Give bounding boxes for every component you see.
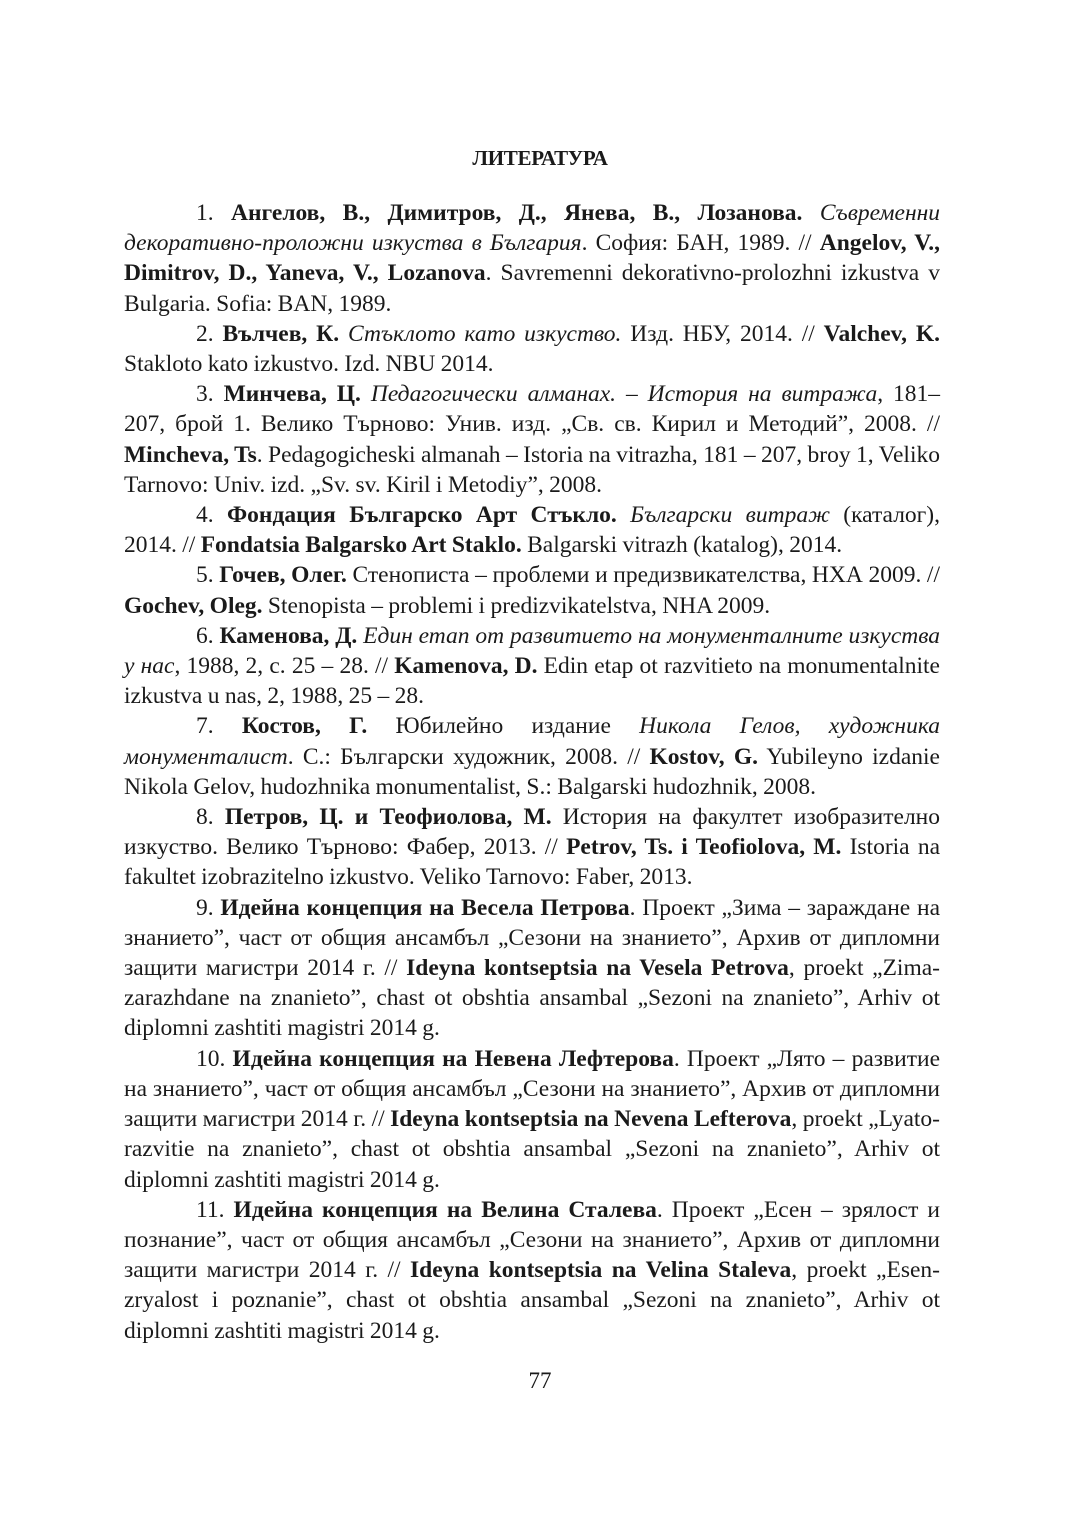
reference-title: Стъклото като изкуство. (347, 320, 622, 347)
reference-author-latin: Gochev, Oleg. (124, 592, 263, 619)
reference-item-2: 2. Вълчев, К. Стъклото като изкуство. Изд. НБУ, 2014. // Valchev, K. Stakloto kato izkustvo. Izd. NBU 2014. (124, 320, 941, 378)
reference-item-4: 4. Фондация Българско Арт Стъкло. Български витраж (каталог), 2014. // Fondatsia Balgarsko Art Staklo. Balgarski vitrazh (katalog), 2014. (124, 502, 941, 559)
reference-author: Петров, Ц. и Теофиолова, М. (224, 804, 552, 831)
reference-author-latin: Ideyna kontseptsia na Vesela Petrova (406, 955, 789, 982)
reference-item-7: 7. Костов, Г. Юбилейно издание Никола Гелов, художника монументалист. С.: Български художник, 2008. // Kostov, G. Yubileyno izdanie Nikola Gelov, hudozhnika monumentalist, S.: Balgarski hudozhnik, 2008. (124, 713, 940, 800)
reference-author: Каменова, Д. (219, 622, 358, 649)
reference-author-latin: Valchev, K. (823, 320, 941, 347)
reference-author-latin: Fondatsia Balgarsko Art Staklo. (200, 532, 522, 559)
reference-author-latin: Petrov, Ts. i Teofiolova, M. (566, 834, 842, 861)
reference-item-9: 9. Идейна концепция на Весела Петрова. Проект „Зима – зараждане на знанието”, част от общия ансамбъл „Сезони на знанието”, Архив от дипломни защити магистри 2014 г. // Ideyna kontseptsia na Vesela Petrova, proekt „Zima-zarazhdane na znanieto”, chast ot obshtia ansambal „Sezoni na znanieto”, Arhiv ot diplomni zashtiti magistri 2014 g. (124, 894, 940, 1042)
reference-author-latin: Angelov, V., Dimitrov, D., Yaneva, V., Lozanova (124, 230, 940, 287)
reference-author: Костов, Г. (241, 713, 368, 740)
reference-title: Съвременни декоративно-проложни изкуства в България (124, 200, 941, 257)
reference-title: Никола Гелов, художника монументалист (124, 713, 940, 770)
reference-author-latin: Ideyna kontseptsia na Nevena Lefterova (390, 1106, 792, 1133)
page-number: 77 (528, 1368, 552, 1393)
reference-author: Фондация Българско Арт Стъкло. (226, 502, 617, 529)
reference-item-8: 8. Петров, Ц. и Теофиолова, М. История на факултет изобразително изкуство. Велико Търново: Фабер, 2013. // Petrov, Ts. i Teofiolova, M. Istoria na fakultet izobrazitelno izkustvo. Veliko Tarnovo: Faber, 2013. (124, 804, 941, 891)
reference-author: Идейна концепция на Велина Сталева (233, 1196, 657, 1223)
reference-author: Идейна концепция на Невена Лефтерова (232, 1045, 674, 1072)
reference-item-11: 11. Идейна концепция на Велина Сталева. Проект „Есен – зрялост и познание”, част от общия ансамбъл „Сезони на знанието”, Архив от дипломни защити магистри 2014 г. // Ideyna kontseptsia na Velina Staleva, proekt „Esen-zryalost i poznanie”, chast ot obshtia ansambal „Sezoni na znanieto”, Arhiv ot diplomni zashtiti magistri 2014 g. (124, 1196, 940, 1344)
reference-title: Педагогически алманах. – История на витража (370, 381, 878, 408)
reference-author: Ангелов, В., Димитров, Д., Янева, В., Лозанова. (231, 200, 803, 226)
reference-list (124, 198, 940, 1346)
page-title: ЛИТЕРАТУРА (472, 146, 608, 170)
reference-title: Български витраж (630, 502, 830, 529)
reference-author-latin: Kamenova, D. (394, 653, 538, 680)
reference-author-latin: Kostov, G. (649, 743, 758, 770)
reference-author: Вълчев, К. (222, 320, 340, 347)
reference-author-latin: Ideyna kontseptsia na Velina Staleva (410, 1257, 792, 1284)
reference-item-1: 1. Ангелов, В., Димитров, Д., Янева, В., Лозанова. Съвременни декоративно-проложни изкуства в България. София: БАН, 1989. // Angelov, V., Dimitrov, D., Yaneva, V., Lozanova. Savremenni dekorativno-prolozhni izkustva v Bulgaria. Sofia: BAN, 1989. (124, 200, 941, 317)
reference-title: Един етап от развитието на монументалните изкуства у нас (124, 622, 941, 680)
reference-item-10: 10. Идейна концепция на Невена Лефтерова. Проект „Лято – развитие на знанието”, част от общия ансамбъл „Сезони на знанието”, Архив от дипломни защити магистри 2014 г. // Ideyna kontseptsia na Nevena Lefterova, proekt „Lyato-razvitie na znanieto”, chast ot obshtia ansambal „Sezoni na znanieto”, Arhiv ot diplomni zashtiti magistri 2014 g. (124, 1045, 941, 1193)
reference-author: Идейна концепция на Весела Петрова (220, 894, 630, 921)
reference-author: Гочев, Олег. (219, 562, 347, 589)
reference-item-3: 3. Минчева, Ц. Педагогически алманах. – История на витража, 181–207, брой 1. Велико Търново: Унив. изд. „Св. св. Кирил и Методий”, 2008. // Mincheva, Ts. Pedagogicheski almanah – Istoria na vitrazha, 181 – 207, broy 1, Veliko Tarnovo: Univ. izd. „Sv. sv. Kiril i Metodiy”, 2008. (124, 381, 941, 498)
reference-author: Минчева, Ц. (223, 381, 361, 408)
reference-item-6: 6. Каменова, Д. Един етап от развитието на монументалните изкуства у нас, 1988, 2, с. 25 – 28. // Kamenova, D. Edin etap ot razvitieto na monumentalnite izkustva u nas, 2, 1988, 25 – 28. (124, 622, 941, 710)
reference-author-latin: Mincheva, Ts (124, 441, 257, 468)
reference-item-5: 5. Гочев, Олег. Стенописта – проблеми и предизвикателства, НХА 2009. // Gochev, Oleg. Stenopista – problemi i predizvikatelstva, NHA 2009. (124, 562, 940, 619)
